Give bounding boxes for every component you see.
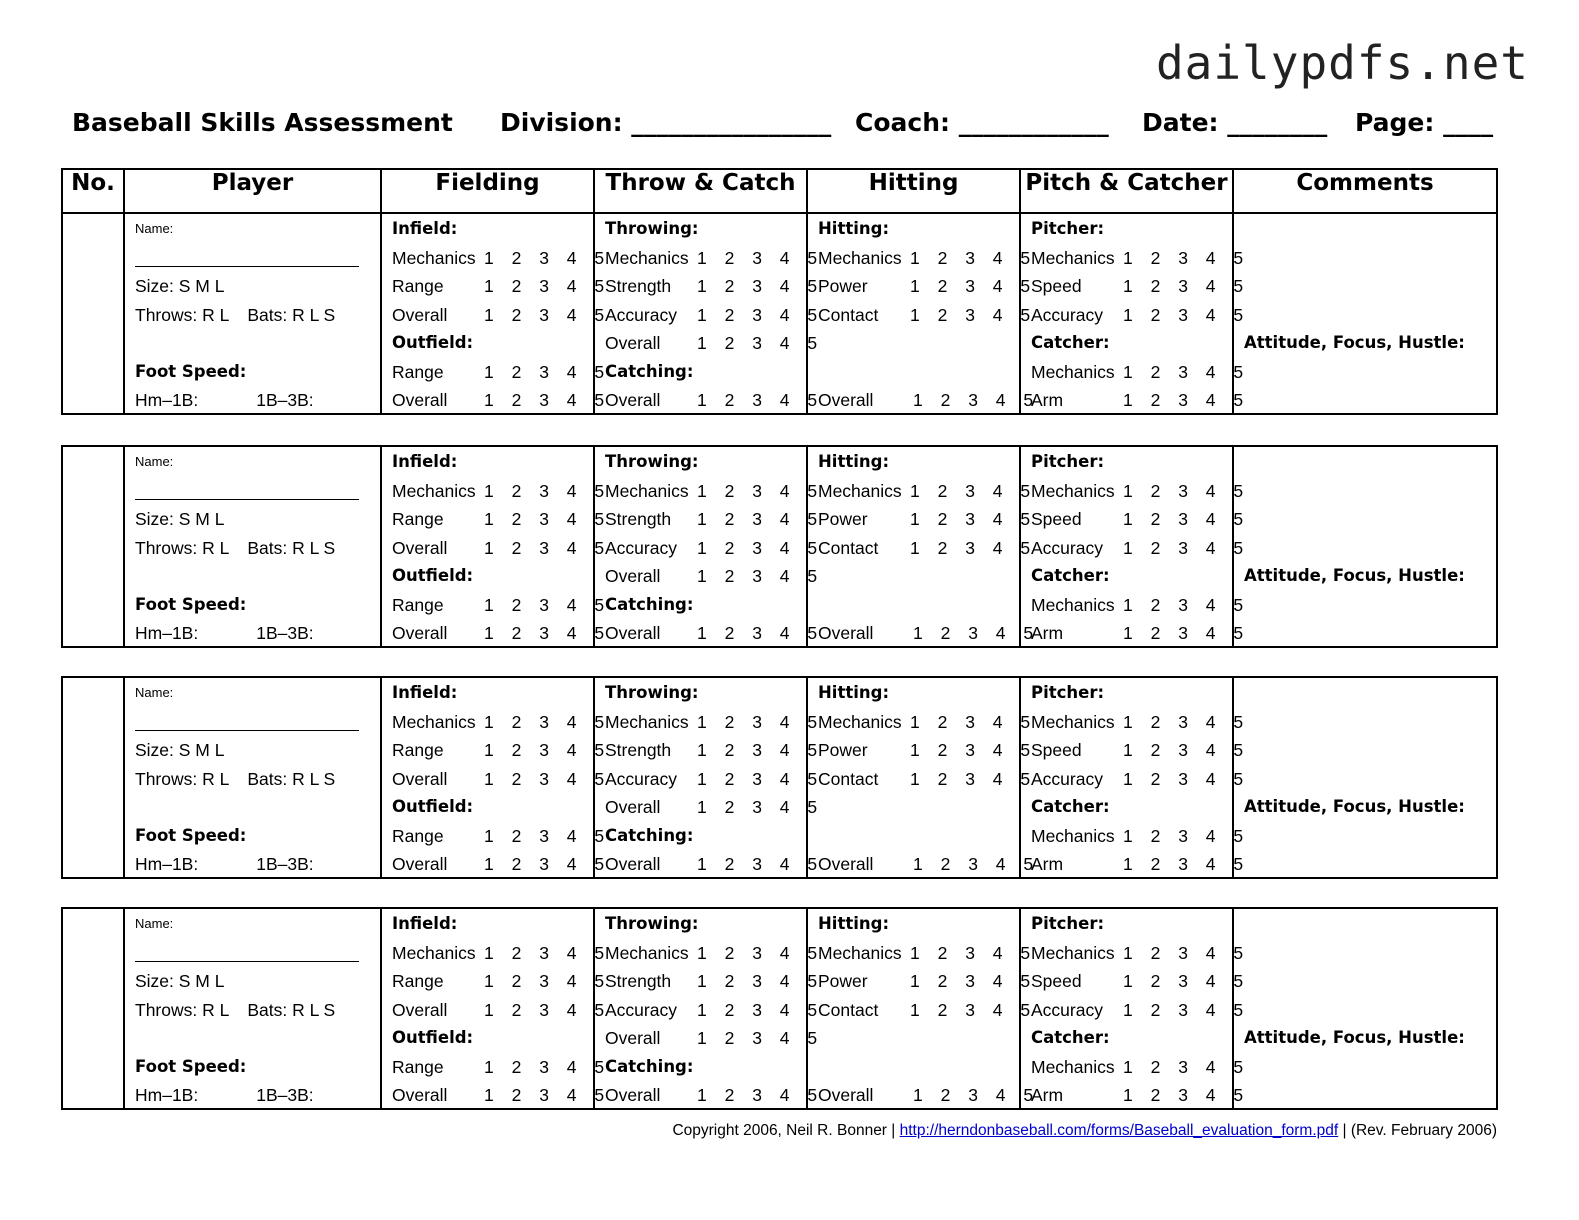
hitting-overall-rating[interactable]: Overall 1 2 3 4 5 bbox=[818, 390, 1040, 410]
outfield-overall-rating[interactable]: Overall 1 2 3 4 5 bbox=[392, 390, 611, 410]
infield-label: Infield: bbox=[392, 914, 458, 933]
throwing-accuracy-rating[interactable]: Accuracy 1 2 3 4 5 bbox=[605, 538, 824, 558]
no-cell[interactable] bbox=[62, 213, 124, 414]
col-header-no: No. bbox=[62, 169, 124, 213]
pitcher-mechanics-rating[interactable]: Mechanics 1 2 3 4 5 bbox=[1031, 248, 1250, 268]
throwing-overall-rating[interactable]: Overall 1 2 3 4 5 bbox=[605, 333, 824, 353]
player-cell bbox=[124, 908, 381, 1109]
hitting-power-rating[interactable]: Power 1 2 3 4 5 bbox=[818, 276, 1037, 296]
hitting-contact-rating[interactable]: Contact 1 2 3 4 5 bbox=[818, 1000, 1037, 1020]
hitting-cell bbox=[807, 213, 1040, 414]
foot-speed-times[interactable] bbox=[135, 1081, 314, 1109]
throws-options[interactable]: Throws: R L bbox=[135, 538, 230, 558]
no-cell[interactable] bbox=[62, 677, 124, 878]
throwing-overall-rating[interactable]: Overall 1 2 3 4 5 bbox=[605, 566, 824, 586]
outfield-range-rating[interactable]: Range 1 2 3 4 5 bbox=[392, 362, 611, 382]
hm-1b-label: Hm–1B: bbox=[135, 854, 199, 874]
infield-mechanics-rating[interactable]: Mechanics 1 2 3 4 5 bbox=[392, 712, 611, 732]
foot-speed-label: Foot Speed: bbox=[135, 595, 247, 614]
player-row bbox=[62, 213, 1497, 414]
catching-overall-rating[interactable]: Overall 1 2 3 4 5 bbox=[605, 854, 824, 874]
player-row bbox=[62, 908, 1497, 1109]
bats-options[interactable]: Bats: R L S bbox=[247, 538, 336, 558]
throwing-label: Throwing: bbox=[605, 914, 699, 933]
throws-bats-line[interactable] bbox=[135, 301, 335, 329]
hitting-label: Hitting: bbox=[818, 914, 890, 933]
catching-label: Catching: bbox=[605, 595, 694, 614]
col-header-comments: Comments bbox=[1233, 169, 1497, 213]
column-header-row bbox=[62, 169, 1497, 213]
no-cell[interactable] bbox=[62, 908, 124, 1109]
pitcher-speed-rating[interactable]: Speed 1 2 3 4 5 bbox=[1031, 509, 1250, 529]
col-header-player: Player bbox=[124, 169, 381, 213]
player-row bbox=[62, 677, 1497, 878]
assessment-block-2 bbox=[61, 445, 1498, 648]
throwing-overall-rating[interactable]: Overall 1 2 3 4 5 bbox=[605, 797, 824, 817]
pitcher-accuracy-rating[interactable]: Accuracy 1 2 3 4 5 bbox=[1031, 538, 1250, 558]
foot-speed-times[interactable] bbox=[135, 850, 314, 878]
outfield-overall-rating[interactable]: Overall 1 2 3 4 5 bbox=[392, 854, 611, 874]
catcher-arm-rating[interactable]: Arm 1 2 3 4 5 bbox=[1031, 854, 1250, 874]
comments-label: Attitude, Focus, Hustle: bbox=[1244, 566, 1465, 585]
infield-mechanics-rating[interactable]: Mechanics 1 2 3 4 5 bbox=[392, 481, 611, 501]
hm-1b-label: Hm–1B: bbox=[135, 390, 199, 410]
throwing-mechanics-rating[interactable]: Mechanics 1 2 3 4 5 bbox=[605, 248, 824, 268]
throws-bats-line[interactable] bbox=[135, 765, 335, 793]
col-header-pitch-catcher: Pitch & Catcher bbox=[1020, 169, 1233, 213]
infield-range-rating[interactable]: Range 1 2 3 4 5 bbox=[392, 740, 611, 760]
revision-text: | (Rev. February 2006) bbox=[1338, 1122, 1497, 1139]
throws-bats-line[interactable] bbox=[135, 996, 335, 1024]
catcher-label: Catcher: bbox=[1031, 333, 1110, 352]
throw-catch-cell bbox=[594, 677, 824, 878]
infield-overall-rating[interactable]: Overall 1 2 3 4 5 bbox=[392, 769, 611, 789]
outfield-overall-rating[interactable]: Overall 1 2 3 4 5 bbox=[392, 1085, 611, 1105]
outfield-range-rating[interactable]: Range 1 2 3 4 5 bbox=[392, 595, 611, 615]
name-field[interactable] bbox=[135, 266, 359, 267]
size-options[interactable]: Size: S M L bbox=[135, 509, 225, 529]
comments-label: Attitude, Focus, Hustle: bbox=[1244, 1028, 1465, 1047]
pitcher-label: Pitcher: bbox=[1031, 683, 1105, 702]
throwing-label: Throwing: bbox=[605, 219, 699, 238]
pitcher-label: Pitcher: bbox=[1031, 914, 1105, 933]
throwing-overall-rating[interactable]: Overall 1 2 3 4 5 bbox=[605, 1028, 824, 1048]
player-cell bbox=[124, 677, 381, 878]
bats-options[interactable]: Bats: R L S bbox=[247, 1000, 336, 1020]
outfield-range-rating[interactable]: Range 1 2 3 4 5 bbox=[392, 1057, 611, 1077]
name-label: Name: bbox=[135, 454, 174, 469]
throwing-mechanics-rating[interactable]: Mechanics 1 2 3 4 5 bbox=[605, 481, 824, 501]
hitting-cell bbox=[807, 446, 1040, 647]
page-field[interactable]: Page: ____ bbox=[1355, 108, 1494, 137]
throws-options[interactable]: Throws: R L bbox=[135, 1000, 230, 1020]
division-field[interactable]: Division: ________________ bbox=[500, 108, 832, 137]
hitting-power-rating[interactable]: Power 1 2 3 4 5 bbox=[818, 509, 1037, 529]
infield-label: Infield: bbox=[392, 219, 458, 238]
name-field[interactable] bbox=[135, 730, 359, 731]
player-cell bbox=[124, 446, 381, 647]
hitting-overall-rating[interactable]: Overall 1 2 3 4 5 bbox=[818, 854, 1040, 874]
throwing-accuracy-rating[interactable]: Accuracy 1 2 3 4 5 bbox=[605, 1000, 824, 1020]
catching-label: Catching: bbox=[605, 1057, 694, 1076]
infield-overall-rating[interactable]: Overall 1 2 3 4 5 bbox=[392, 305, 611, 325]
throwing-strength-rating[interactable]: Strength 1 2 3 4 5 bbox=[605, 971, 824, 991]
name-field[interactable] bbox=[135, 499, 359, 500]
form-title: Baseball Skills Assessment bbox=[72, 108, 453, 137]
throwing-mechanics-rating[interactable]: Mechanics 1 2 3 4 5 bbox=[605, 712, 824, 732]
hitting-contact-rating[interactable]: Contact 1 2 3 4 5 bbox=[818, 538, 1037, 558]
player-row bbox=[62, 446, 1497, 647]
catcher-arm-rating[interactable]: Arm 1 2 3 4 5 bbox=[1031, 623, 1250, 643]
throwing-label: Throwing: bbox=[605, 452, 699, 471]
catching-label: Catching: bbox=[605, 362, 694, 381]
copyright-text: Copyright 2006, Neil R. Bonner | bbox=[672, 1122, 900, 1139]
catching-overall-rating[interactable]: Overall 1 2 3 4 5 bbox=[605, 390, 824, 410]
form-header bbox=[72, 108, 1512, 142]
col-header-hitting: Hitting bbox=[807, 169, 1020, 213]
bats-options[interactable]: Bats: R L S bbox=[247, 305, 336, 325]
comments-cell[interactable] bbox=[1233, 213, 1497, 414]
outfield-label: Outfield: bbox=[392, 1028, 474, 1047]
catcher-label: Catcher: bbox=[1031, 566, 1110, 585]
hitting-label: Hitting: bbox=[818, 452, 890, 471]
name-label: Name: bbox=[135, 221, 174, 236]
size-options[interactable]: Size: S M L bbox=[135, 740, 225, 760]
hitting-mechanics-rating[interactable]: Mechanics 1 2 3 4 5 bbox=[818, 481, 1037, 501]
coach-field[interactable]: Coach: ____________ bbox=[855, 108, 1109, 137]
catcher-mechanics-rating[interactable]: Mechanics 1 2 3 4 5 bbox=[1031, 826, 1250, 846]
outfield-label: Outfield: bbox=[392, 333, 474, 352]
pitcher-accuracy-rating[interactable]: Accuracy 1 2 3 4 5 bbox=[1031, 769, 1250, 789]
infield-overall-rating[interactable]: Overall 1 2 3 4 5 bbox=[392, 1000, 611, 1020]
infield-range-rating[interactable]: Range 1 2 3 4 5 bbox=[392, 276, 611, 296]
catcher-arm-rating[interactable]: Arm 1 2 3 4 5 bbox=[1031, 390, 1250, 410]
comments-label: Attitude, Focus, Hustle: bbox=[1244, 333, 1465, 352]
foot-speed-label: Foot Speed: bbox=[135, 362, 247, 381]
outfield-label: Outfield: bbox=[392, 566, 474, 585]
catching-overall-rating[interactable]: Overall 1 2 3 4 5 bbox=[605, 1085, 824, 1105]
bats-options[interactable]: Bats: R L S bbox=[247, 769, 336, 789]
comments-cell[interactable] bbox=[1233, 677, 1497, 878]
throwing-accuracy-rating[interactable]: Accuracy 1 2 3 4 5 bbox=[605, 769, 824, 789]
catcher-label: Catcher: bbox=[1031, 1028, 1110, 1047]
pitch-catcher-cell bbox=[1020, 677, 1250, 878]
throwing-label: Throwing: bbox=[605, 683, 699, 702]
hitting-mechanics-rating[interactable]: Mechanics 1 2 3 4 5 bbox=[818, 943, 1037, 963]
pitcher-speed-rating[interactable]: Speed 1 2 3 4 5 bbox=[1031, 971, 1250, 991]
hitting-contact-rating[interactable]: Contact 1 2 3 4 5 bbox=[818, 305, 1037, 325]
hitting-mechanics-rating[interactable]: Mechanics 1 2 3 4 5 bbox=[818, 248, 1037, 268]
throwing-strength-rating[interactable]: Strength 1 2 3 4 5 bbox=[605, 509, 824, 529]
outfield-range-rating[interactable]: Range 1 2 3 4 5 bbox=[392, 826, 611, 846]
pitch-catcher-cell bbox=[1020, 446, 1250, 647]
hitting-power-rating[interactable]: Power 1 2 3 4 5 bbox=[818, 971, 1037, 991]
comments-label: Attitude, Focus, Hustle: bbox=[1244, 797, 1465, 816]
name-label: Name: bbox=[135, 916, 174, 931]
hitting-label: Hitting: bbox=[818, 683, 890, 702]
size-options[interactable]: Size: S M L bbox=[135, 971, 225, 991]
assessment-block-3 bbox=[61, 676, 1498, 879]
pitcher-mechanics-rating[interactable]: Mechanics 1 2 3 4 5 bbox=[1031, 943, 1250, 963]
pitcher-accuracy-rating[interactable]: Accuracy 1 2 3 4 5 bbox=[1031, 305, 1250, 325]
throw-catch-cell bbox=[594, 213, 824, 414]
name-field[interactable] bbox=[135, 961, 359, 962]
footer bbox=[672, 1122, 1497, 1140]
catcher-mechanics-rating[interactable]: Mechanics 1 2 3 4 5 bbox=[1031, 595, 1250, 615]
infield-overall-rating[interactable]: Overall 1 2 3 4 5 bbox=[392, 538, 611, 558]
infield-range-rating[interactable]: Range 1 2 3 4 5 bbox=[392, 971, 611, 991]
pitcher-label: Pitcher: bbox=[1031, 452, 1105, 471]
pitcher-speed-rating[interactable]: Speed 1 2 3 4 5 bbox=[1031, 740, 1250, 760]
date-field[interactable]: Date: ________ bbox=[1142, 108, 1328, 137]
form-link[interactable]: http://herndonbaseball.com/forms/Baseball_evaluation_form.pdf bbox=[899, 1122, 1339, 1139]
fielding-cell bbox=[381, 677, 611, 878]
catcher-arm-rating[interactable]: Arm 1 2 3 4 5 bbox=[1031, 1085, 1250, 1105]
comments-cell[interactable] bbox=[1233, 908, 1497, 1109]
1b-3b-label: 1B–3B: bbox=[256, 390, 314, 410]
watermark: dailypdfs.net bbox=[1155, 36, 1529, 90]
throwing-strength-rating[interactable]: Strength 1 2 3 4 5 bbox=[605, 740, 824, 760]
fielding-cell bbox=[381, 446, 611, 647]
catching-overall-rating[interactable]: Overall 1 2 3 4 5 bbox=[605, 623, 824, 643]
hitting-contact-rating[interactable]: Contact 1 2 3 4 5 bbox=[818, 769, 1037, 789]
hitting-power-rating[interactable]: Power 1 2 3 4 5 bbox=[818, 740, 1037, 760]
hitting-label: Hitting: bbox=[818, 219, 890, 238]
throws-options[interactable]: Throws: R L bbox=[135, 769, 230, 789]
throw-catch-cell bbox=[594, 908, 824, 1109]
throw-catch-cell bbox=[594, 446, 824, 647]
hitting-cell bbox=[807, 908, 1040, 1109]
1b-3b-label: 1B–3B: bbox=[256, 1085, 314, 1105]
comments-cell[interactable] bbox=[1233, 446, 1497, 647]
catcher-mechanics-rating[interactable]: Mechanics 1 2 3 4 5 bbox=[1031, 1057, 1250, 1077]
infield-mechanics-rating[interactable]: Mechanics 1 2 3 4 5 bbox=[392, 943, 611, 963]
pitcher-speed-rating[interactable]: Speed 1 2 3 4 5 bbox=[1031, 276, 1250, 296]
col-header-fielding: Fielding bbox=[381, 169, 594, 213]
pitcher-mechanics-rating[interactable]: Mechanics 1 2 3 4 5 bbox=[1031, 481, 1250, 501]
throwing-accuracy-rating[interactable]: Accuracy 1 2 3 4 5 bbox=[605, 305, 824, 325]
throwing-mechanics-rating[interactable]: Mechanics 1 2 3 4 5 bbox=[605, 943, 824, 963]
infield-range-rating[interactable]: Range 1 2 3 4 5 bbox=[392, 509, 611, 529]
hitting-cell bbox=[807, 677, 1040, 878]
col-header-throw-catch: Throw & Catch bbox=[594, 169, 807, 213]
pitch-catcher-cell bbox=[1020, 908, 1250, 1109]
hitting-mechanics-rating[interactable]: Mechanics 1 2 3 4 5 bbox=[818, 712, 1037, 732]
1b-3b-label: 1B–3B: bbox=[256, 854, 314, 874]
throws-bats-line[interactable] bbox=[135, 534, 335, 562]
throws-options[interactable]: Throws: R L bbox=[135, 305, 230, 325]
hitting-overall-rating[interactable]: Overall 1 2 3 4 5 bbox=[818, 623, 1040, 643]
pitcher-label: Pitcher: bbox=[1031, 219, 1105, 238]
pitch-catcher-cell bbox=[1020, 213, 1250, 414]
infield-label: Infield: bbox=[392, 452, 458, 471]
no-cell[interactable] bbox=[62, 446, 124, 647]
fielding-cell bbox=[381, 213, 611, 414]
hitting-overall-rating[interactable]: Overall 1 2 3 4 5 bbox=[818, 1085, 1040, 1105]
1b-3b-label: 1B–3B: bbox=[256, 623, 314, 643]
foot-speed-label: Foot Speed: bbox=[135, 826, 247, 845]
hm-1b-label: Hm–1B: bbox=[135, 623, 199, 643]
foot-speed-label: Foot Speed: bbox=[135, 1057, 247, 1076]
foot-speed-times[interactable] bbox=[135, 386, 314, 414]
foot-speed-times[interactable] bbox=[135, 619, 314, 647]
fielding-cell bbox=[381, 908, 611, 1109]
assessment-block-4 bbox=[61, 907, 1498, 1110]
assessment-block-1 bbox=[61, 168, 1498, 415]
outfield-overall-rating[interactable]: Overall 1 2 3 4 5 bbox=[392, 623, 611, 643]
player-cell bbox=[124, 213, 381, 414]
hm-1b-label: Hm–1B: bbox=[135, 1085, 199, 1105]
catcher-mechanics-rating[interactable]: Mechanics 1 2 3 4 5 bbox=[1031, 362, 1250, 382]
name-label: Name: bbox=[135, 685, 174, 700]
throwing-strength-rating[interactable]: Strength 1 2 3 4 5 bbox=[605, 276, 824, 296]
infield-mechanics-rating[interactable]: Mechanics 1 2 3 4 5 bbox=[392, 248, 611, 268]
pitcher-mechanics-rating[interactable]: Mechanics 1 2 3 4 5 bbox=[1031, 712, 1250, 732]
catching-label: Catching: bbox=[605, 826, 694, 845]
pitcher-accuracy-rating[interactable]: Accuracy 1 2 3 4 5 bbox=[1031, 1000, 1250, 1020]
catcher-label: Catcher: bbox=[1031, 797, 1110, 816]
outfield-label: Outfield: bbox=[392, 797, 474, 816]
infield-label: Infield: bbox=[392, 683, 458, 702]
size-options[interactable]: Size: S M L bbox=[135, 276, 225, 296]
